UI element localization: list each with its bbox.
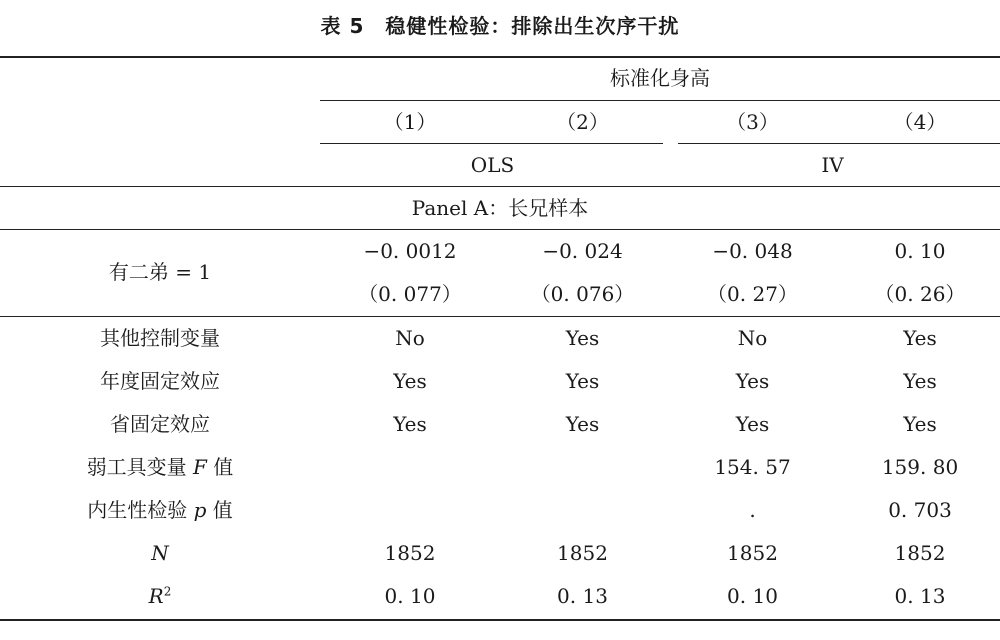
se-cell: （0. 27） (707, 282, 798, 306)
table-cell (500, 447, 665, 487)
se-cell: （0. 26） (874, 282, 966, 306)
column-header-3: （3） (726, 110, 779, 134)
se-cell: （0. 076） (530, 282, 635, 306)
coef-cell: 0. 10 (894, 239, 946, 263)
table-cell: 0. 10 (727, 584, 778, 608)
label-text: 内生性检验 (87, 498, 194, 522)
header-bottom-rule (0, 186, 1000, 187)
column-header-4: （4） (893, 110, 947, 134)
table-cell (320, 490, 500, 530)
table-cell: 0. 13 (894, 584, 946, 608)
label-superscript: 2 (163, 584, 172, 599)
table-cell: Yes (903, 326, 937, 350)
panel-label: Panel A：长兄样本 (411, 196, 589, 220)
table-cell: Yes (903, 412, 937, 436)
estimates-rule (0, 316, 1000, 317)
panel-rule (0, 229, 1000, 230)
column-header-1: （1） (383, 110, 437, 134)
table-cell: Yes (903, 369, 937, 393)
table-cell: Yes (393, 369, 427, 393)
table-cell: 159. 80 (881, 455, 959, 479)
row-label-weak-iv (0, 447, 320, 487)
row-label-r2 (0, 576, 320, 616)
table-title: 表 5 稳健性检验：排除出生次序干扰 (320, 14, 680, 38)
table-cell: 0. 703 (888, 498, 952, 522)
label-symbol: R (148, 584, 164, 608)
table-cell: 1852 (894, 541, 946, 565)
table-cell: 0. 13 (557, 584, 608, 608)
table-cell: 0. 10 (384, 584, 436, 608)
table-cell: Yes (565, 369, 600, 393)
method-ols: OLS (470, 153, 515, 177)
ols-group-rule (320, 143, 663, 144)
coef-cell: −0. 0012 (363, 239, 457, 263)
row-label-n: N (151, 541, 169, 565)
coef-cell: −0. 048 (712, 239, 793, 263)
column-header-2: （2） (556, 110, 609, 134)
label-text: 值 (206, 498, 233, 522)
table-cell: 1852 (384, 541, 436, 565)
label-text: 弱工具变量 (86, 455, 194, 479)
table-cell (500, 490, 665, 530)
row-label-controls: 其他控制变量 (100, 326, 220, 350)
se-cell: （0. 077） (358, 282, 462, 306)
label-text: 值 (206, 455, 234, 479)
row-label-year-fe: 年度固定效应 (100, 369, 220, 393)
label-symbol: F (193, 455, 207, 479)
iv-group-rule (678, 143, 1000, 144)
table-cell: Yes (565, 412, 600, 436)
table-cell: No (395, 326, 425, 350)
table-cell: Yes (735, 412, 770, 436)
coef-cell: −0. 024 (542, 239, 623, 263)
method-iv: IV (821, 153, 844, 177)
dependent-var-rule (320, 100, 1000, 101)
row-label-endogeneity (0, 490, 320, 530)
table-cell: Yes (735, 369, 770, 393)
bottom-rule (0, 619, 1000, 621)
row-label-main-var: 有二弟 = 1 (108, 260, 212, 284)
table-cell: Yes (393, 412, 427, 436)
table-cell (320, 447, 500, 487)
table-cell: No (737, 326, 768, 350)
table-cell: Yes (565, 326, 600, 350)
label-symbol: p (193, 498, 207, 522)
table-cell: . (749, 498, 756, 522)
table-cell: 1852 (727, 541, 778, 565)
table-cell: 154. 57 (714, 455, 791, 479)
table-cell: 1852 (557, 541, 608, 565)
row-label-province-fe: 省固定效应 (110, 412, 210, 436)
dependent-var-header: 标准化身高 (610, 66, 710, 90)
